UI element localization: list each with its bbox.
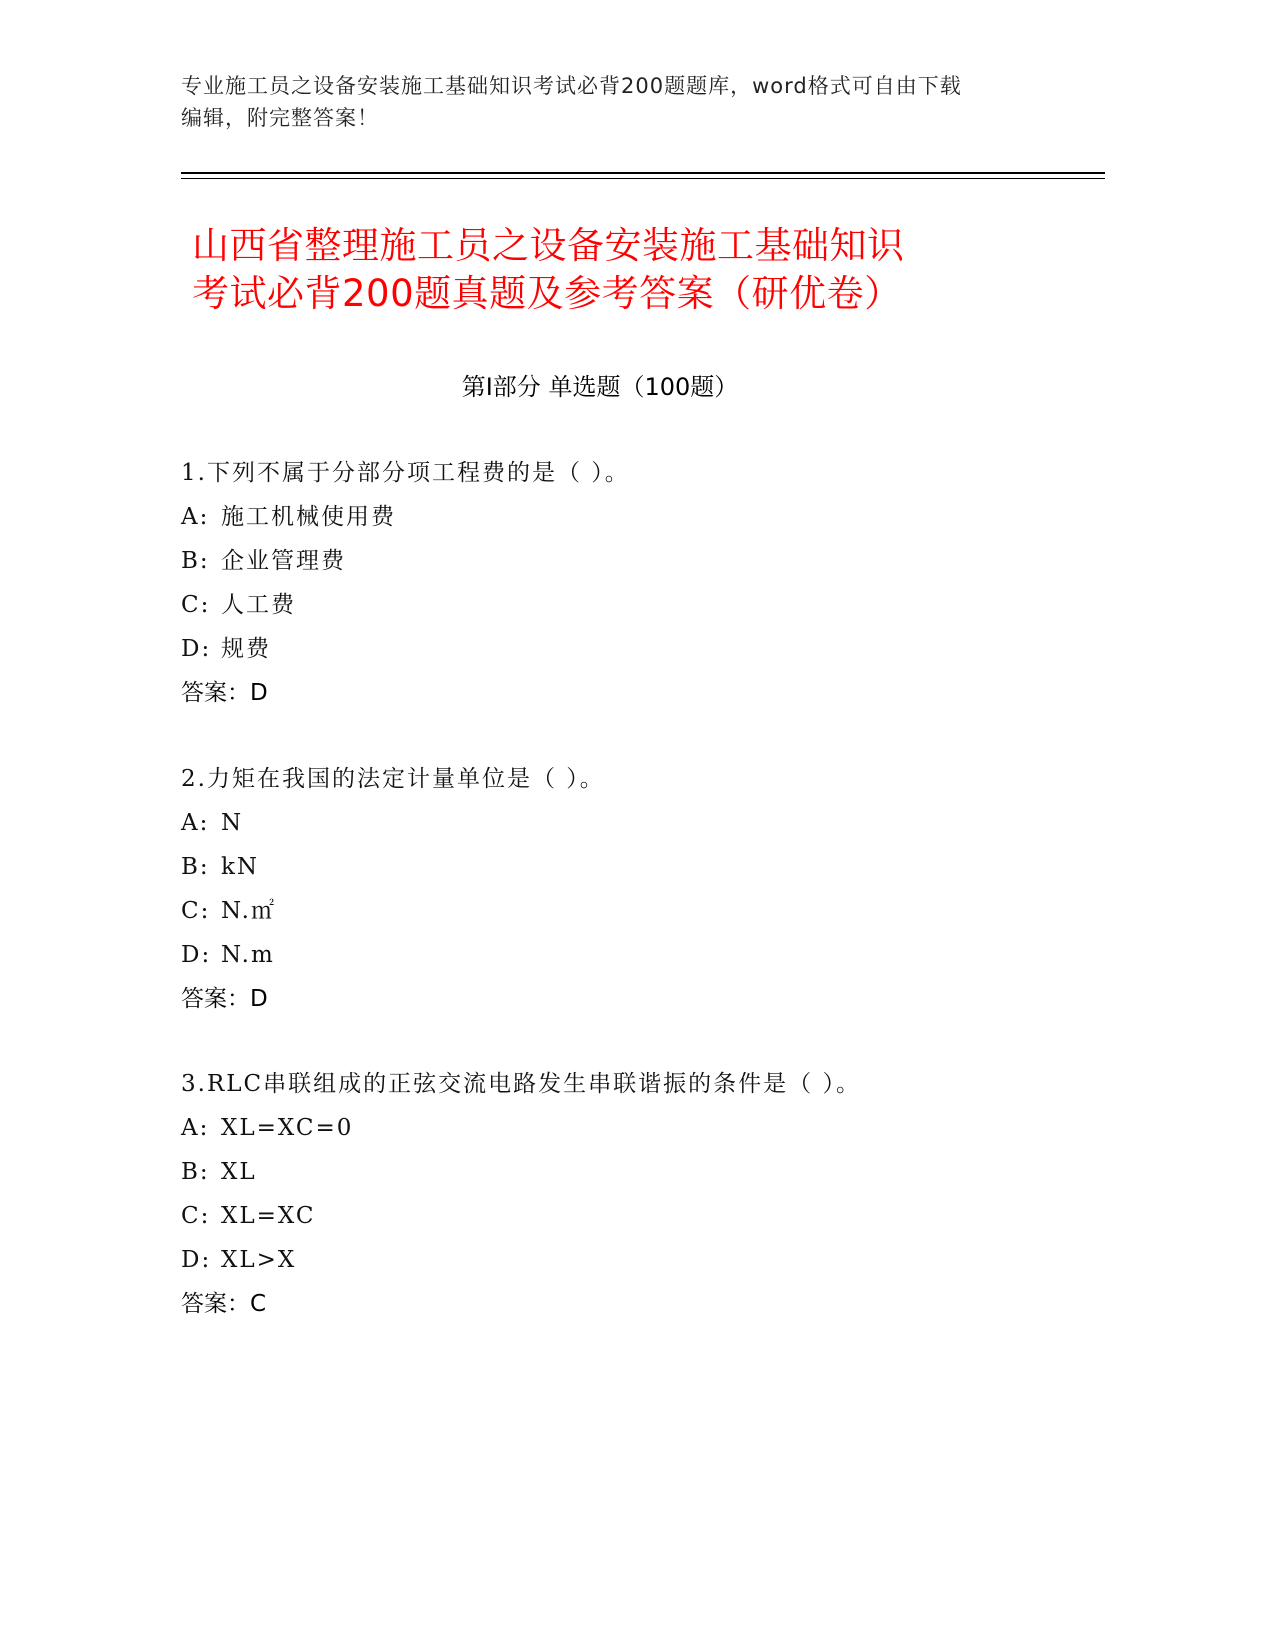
option-text: 施工机械使用费 [221, 504, 396, 530]
document-title-line-1: 山西省整理施工员之设备安装施工基础知识 [192, 224, 905, 267]
option-text: kN [221, 854, 260, 880]
option-key: C: [181, 1203, 211, 1229]
option-key: A: [181, 810, 210, 836]
header-divider-thin [181, 178, 1105, 179]
answer: 答案：C [181, 1291, 267, 1317]
question-stem: 3.RLC串联组成的正弦交流电路发生串联谐振的条件是（ ）。 [181, 1071, 861, 1097]
option-d [181, 940, 1081, 984]
option-b [181, 852, 1081, 896]
option-text: N.m [221, 942, 275, 968]
option-text: N [221, 810, 244, 836]
section-heading: 第Ⅰ部分 单选题（100题） [461, 373, 739, 401]
option-key: C: [181, 592, 211, 618]
question-stem: 2.力矩在我国的法定计量单位是（ ）。 [181, 766, 605, 792]
document-title [192, 222, 1092, 318]
option-key: D: [181, 1247, 212, 1273]
option-key: B: [181, 548, 210, 574]
option-text: N.㎡ [221, 898, 276, 924]
option-a [181, 808, 1081, 852]
question-stem: 1.下列不属于分部分项工程费的是（ ）。 [181, 460, 630, 486]
option-text: 规费 [221, 636, 271, 662]
header-divider-thick [181, 172, 1105, 174]
option-key: A: [181, 504, 210, 530]
option-c [181, 1201, 1081, 1245]
option-c [181, 590, 1081, 634]
question-1 [181, 458, 1081, 722]
option-key: D: [181, 636, 212, 662]
question-3 [181, 1069, 1081, 1333]
option-text: XL=XC=0 [221, 1115, 354, 1141]
option-d [181, 634, 1081, 678]
option-key: A: [181, 1115, 210, 1141]
option-b [181, 546, 1081, 590]
header-note-line-1: 专业施工员之设备安装施工基础知识考试必背200题题库，word格式可自由下载 [181, 74, 962, 98]
option-d [181, 1245, 1081, 1289]
option-key: C: [181, 898, 211, 924]
option-text: XL [221, 1159, 257, 1185]
header-note-line-2: 编辑，附完整答案！ [181, 106, 379, 130]
document-title-line-2: 考试必背200题真题及参考答案（研优卷） [192, 272, 902, 315]
option-text: 人工费 [221, 592, 296, 618]
option-key: B: [181, 1159, 210, 1185]
option-key: D: [181, 942, 212, 968]
option-b [181, 1157, 1081, 1201]
option-key: B: [181, 854, 210, 880]
option-a [181, 1113, 1081, 1157]
question-2 [181, 764, 1081, 1028]
option-a [181, 502, 1081, 546]
option-text: XL=XC [221, 1203, 316, 1229]
option-text: XL>X [221, 1247, 297, 1273]
option-c [181, 896, 1081, 940]
option-text: 企业管理费 [221, 548, 346, 574]
header-note [181, 70, 1061, 134]
answer: 答案：D [181, 680, 268, 706]
answer: 答案：D [181, 986, 268, 1012]
